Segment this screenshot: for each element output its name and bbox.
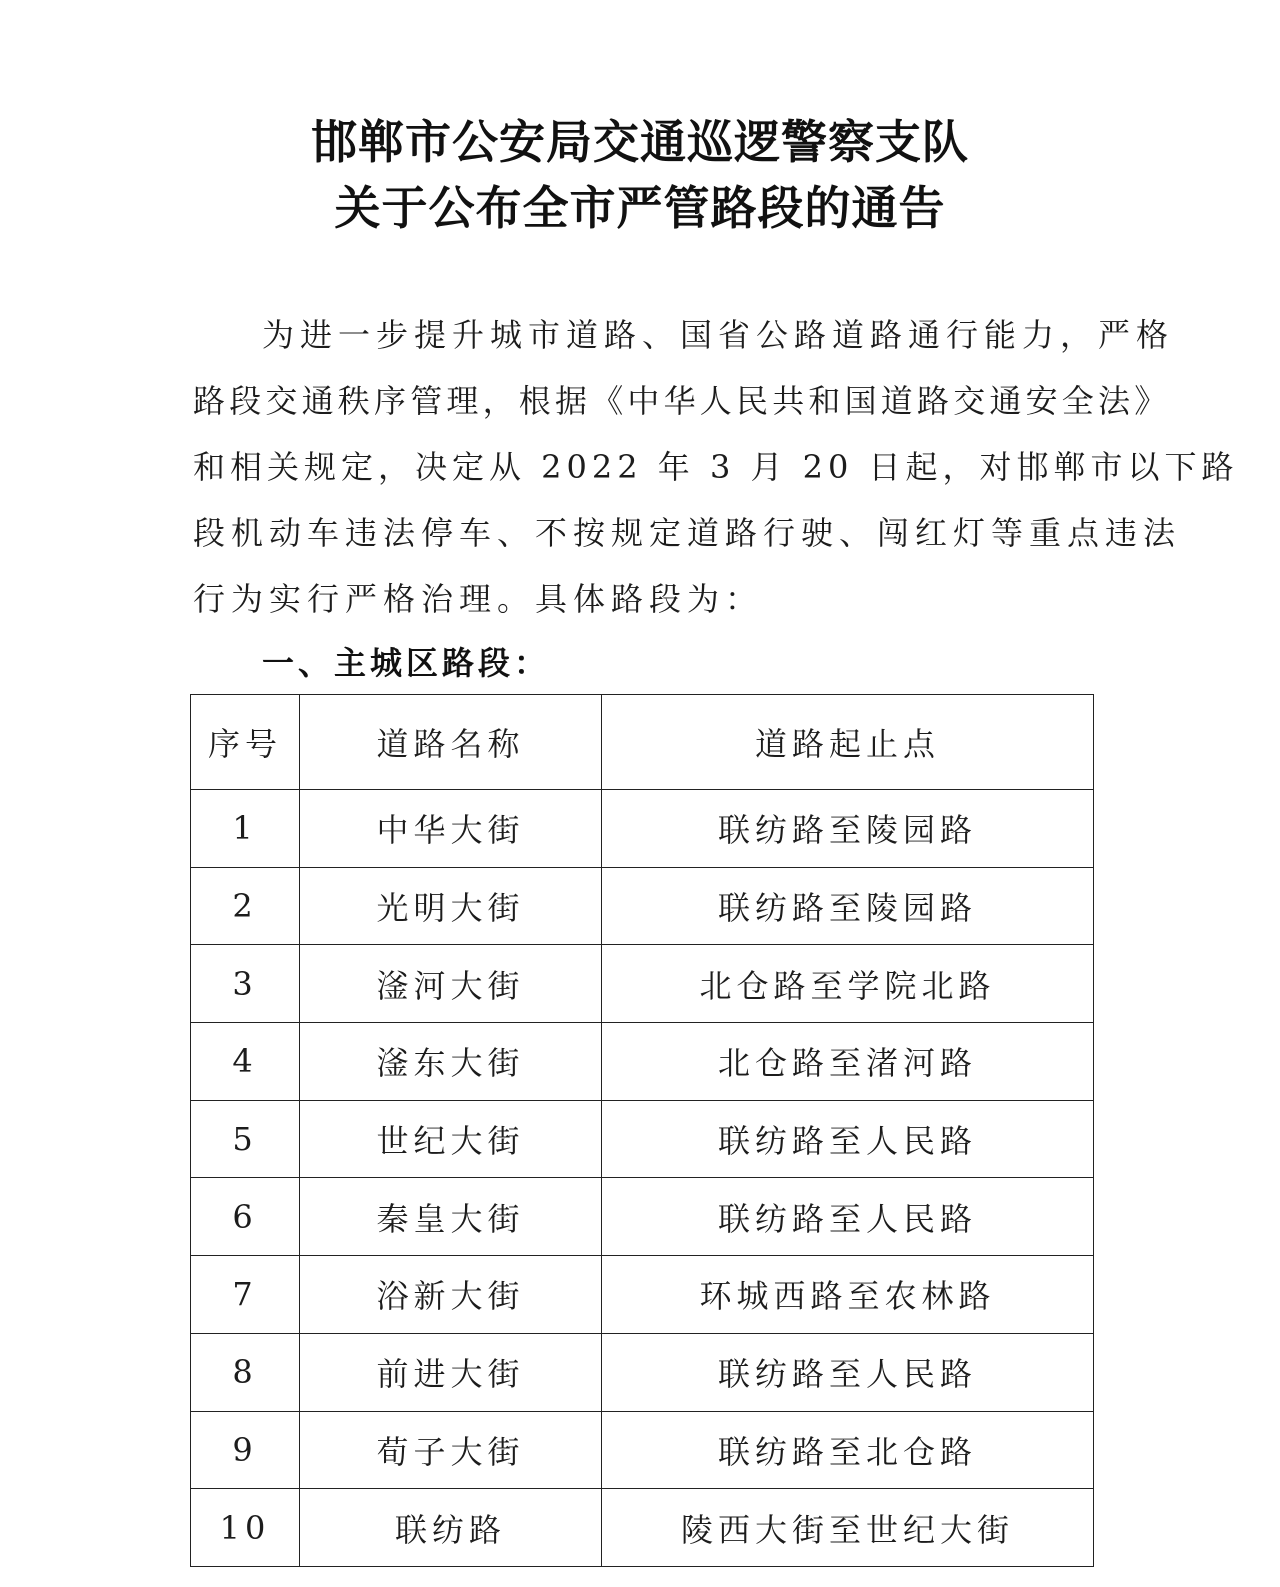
table-header-row [191, 695, 1094, 790]
row-index: 3 [191, 945, 300, 1023]
road-name: 联纺路 [300, 1489, 602, 1567]
body-paragraph-line: 段机动车违法停车、不按规定道路行驶、闯红灯等重点违法 [193, 514, 1182, 552]
table-row [191, 1023, 1094, 1101]
row-index: 1 [191, 790, 300, 868]
table-row [191, 945, 1094, 1023]
section-heading: 一、主城区路段： [262, 644, 551, 682]
document-title-line-2: 关于公布全市严管路段的通告 [334, 181, 946, 235]
table-row [191, 867, 1094, 945]
table-row [191, 1100, 1094, 1178]
table-row [191, 1489, 1094, 1567]
table-row [191, 1256, 1094, 1334]
body-paragraph-line: 为进一步提升城市道路、国省公路道路通行能力，严格 [262, 316, 1175, 354]
row-index: 6 [191, 1178, 300, 1256]
road-range: 联纺路至陵园路 [602, 790, 1094, 868]
road-name: 中华大街 [300, 790, 602, 868]
road-name: 光明大街 [300, 867, 602, 945]
road-name: 世纪大街 [300, 1100, 602, 1178]
road-name: 前进大街 [300, 1333, 602, 1411]
row-index: 4 [191, 1023, 300, 1101]
road-name: 浴新大街 [300, 1256, 602, 1334]
table-row [191, 1333, 1094, 1411]
road-range: 环城西路至农林路 [602, 1256, 1094, 1334]
body-paragraph-line: 路段交通秩序管理，根据《中华人民共和国道路交通安全法》 [193, 382, 1171, 420]
road-name: 滏河大街 [300, 945, 602, 1023]
road-table [190, 694, 1094, 1567]
road-range: 联纺路至陵园路 [602, 867, 1094, 945]
road-range: 联纺路至北仓路 [602, 1411, 1094, 1489]
row-index: 7 [191, 1256, 300, 1334]
row-index: 10 [191, 1489, 300, 1567]
table-row [191, 1411, 1094, 1489]
road-range: 北仓路至学院北路 [602, 945, 1094, 1023]
road-range: 陵西大街至世纪大街 [602, 1489, 1094, 1567]
column-header-road-range: 道路起止点 [602, 695, 1094, 790]
body-paragraph-line: 行为实行严格治理。具体路段为： [193, 580, 764, 618]
road-range: 联纺路至人民路 [602, 1178, 1094, 1256]
road-range: 联纺路至人民路 [602, 1333, 1094, 1411]
body-paragraph-line: 和相关规定，决定从 2022 年 3 月 20 日起，对邯郸市以下路 [193, 448, 1239, 486]
table-row [191, 1178, 1094, 1256]
road-range: 北仓路至渚河路 [602, 1023, 1094, 1101]
row-index: 8 [191, 1333, 300, 1411]
road-name: 荀子大街 [300, 1411, 602, 1489]
row-index: 9 [191, 1411, 300, 1489]
row-index: 5 [191, 1100, 300, 1178]
row-index: 2 [191, 867, 300, 945]
column-header-road-name: 道路名称 [300, 695, 602, 790]
road-name: 秦皇大街 [300, 1178, 602, 1256]
road-name: 滏东大街 [300, 1023, 602, 1101]
document-title-line-1: 邯郸市公安局交通巡逻警察支队 [311, 115, 969, 169]
table-row [191, 790, 1094, 868]
road-range: 联纺路至人民路 [602, 1100, 1094, 1178]
column-header-index: 序号 [191, 695, 300, 790]
